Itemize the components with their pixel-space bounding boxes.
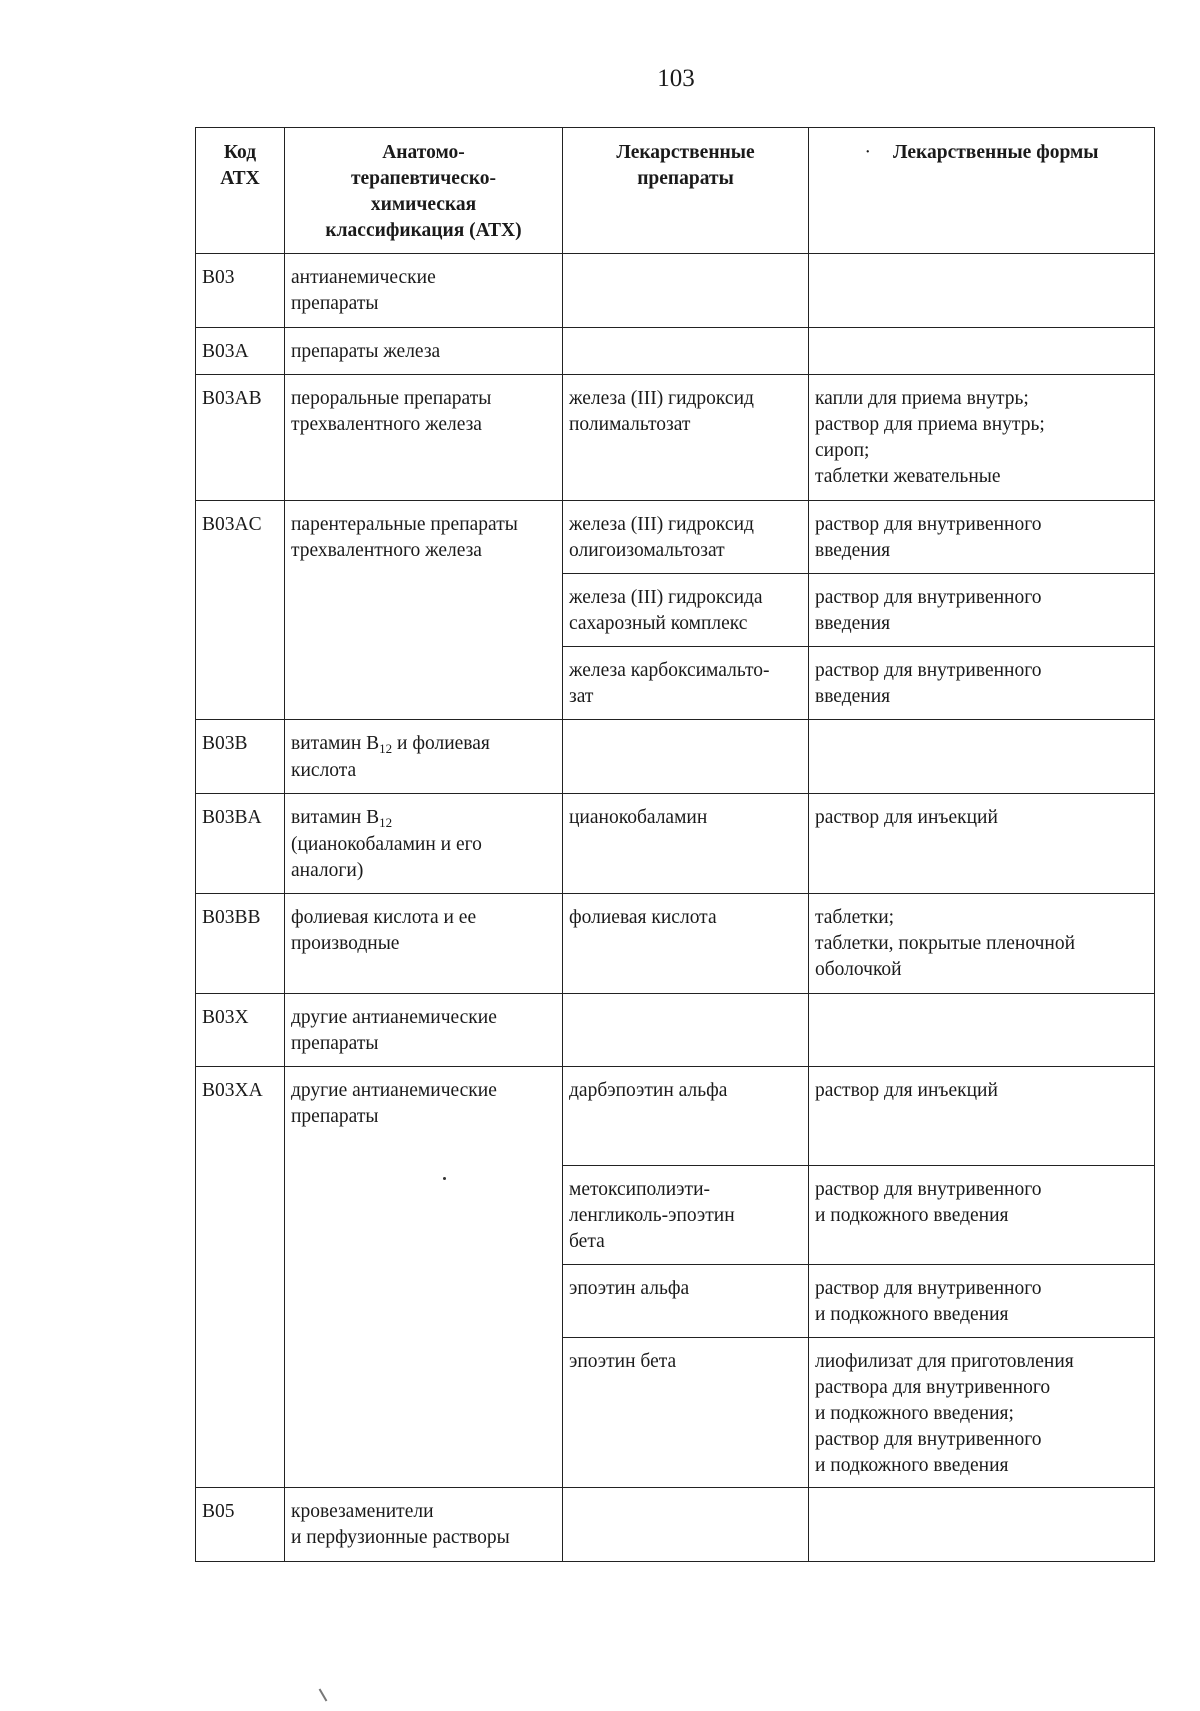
code-cell: B03AB [196, 375, 285, 501]
classification-cell: препараты железа [285, 328, 563, 375]
classification-cell: кровезаменители и перфузионные растворы [285, 1488, 563, 1562]
table-row [196, 794, 1155, 894]
classification-text: и фолиевая кислота [291, 733, 490, 781]
atx-table [195, 127, 1155, 1562]
drug-cell: железа карбоксимальто- зат [563, 647, 809, 720]
classification-cell: фолиевая кислота и ее производные [285, 894, 563, 994]
classification-cell: другие антианемические препараты [285, 1067, 563, 1488]
page-number: 103 [657, 65, 695, 92]
table-row [196, 1067, 1155, 1166]
table-row [196, 1488, 1155, 1562]
forms-cell: раствор для внутривенного и подкожного введения [809, 1265, 1155, 1338]
drug-cell [563, 994, 809, 1067]
table-row [196, 894, 1155, 994]
classification-cell: другие антианемические препараты [285, 994, 563, 1067]
table-row [196, 994, 1155, 1067]
table-row [196, 501, 1155, 574]
header-classification: Анатомо- терапевтическо- химическая классификация (АТХ) [285, 128, 563, 254]
forms-cell: раствор для внутривенного и подкожного введения [809, 1166, 1155, 1265]
forms-cell: раствор для внутривенного введения [809, 647, 1155, 720]
subscript-12: 12 [379, 741, 393, 756]
classification-cell: антианемические препараты [285, 254, 563, 328]
classification-text: витамин B [291, 733, 380, 754]
drug-cell [563, 254, 809, 328]
code-cell: B03 [196, 254, 285, 328]
drug-cell [563, 328, 809, 375]
drug-cell: цианокобаламин [563, 794, 809, 894]
classification-cell [285, 794, 563, 894]
forms-cell [809, 328, 1155, 375]
table-row [196, 254, 1155, 328]
code-cell: B03A [196, 328, 285, 375]
classification-cell: парентеральные препараты трехвалентного железа [285, 501, 563, 720]
drug-cell [563, 720, 809, 794]
forms-cell: раствор для инъекций [809, 1067, 1155, 1166]
drug-cell: железа (III) гидроксид полимальтозат [563, 375, 809, 501]
code-cell: B03X [196, 994, 285, 1067]
header-forms [809, 128, 1155, 254]
header-drugs: Лекарственные препараты [563, 128, 809, 254]
forms-cell: раствор для внутривенного введения [809, 501, 1155, 574]
code-cell: B05 [196, 1488, 285, 1562]
drug-cell: эпоэтин бета [563, 1338, 809, 1488]
classification-cell: пероральные препараты трехвалентного железа [285, 375, 563, 501]
forms-cell [809, 254, 1155, 328]
forms-cell: раствор для инъекций [809, 794, 1155, 894]
header-bullet: · [864, 142, 871, 163]
subscript-12: 12 [379, 815, 393, 830]
code-cell: B03AC [196, 501, 285, 720]
drug-cell: эпоэтин альфа [563, 1265, 809, 1338]
header-forms-label: Лекарственные формы [892, 142, 1099, 163]
drug-cell: железа (III) гидроксида сахарозный комплекс [563, 574, 809, 647]
drug-cell: железа (III) гидроксид олигоизомальтозат [563, 501, 809, 574]
scan-speck [443, 1177, 446, 1180]
drug-cell: фолиевая кислота [563, 894, 809, 994]
drug-cell: дарбэпоэтин альфа [563, 1067, 809, 1166]
table-row [196, 720, 1155, 794]
code-cell: B03BA [196, 794, 285, 894]
drug-cell: метоксиполиэти- ленгликоль-эпоэтин бета [563, 1166, 809, 1265]
classification-cell [285, 720, 563, 794]
drug-cell [563, 1488, 809, 1562]
classification-text: витамин B [291, 807, 380, 828]
classification-text: (цианокобаламин и его аналоги) [291, 834, 482, 881]
code-cell: B03B [196, 720, 285, 794]
table-row [196, 375, 1155, 501]
forms-cell [809, 994, 1155, 1067]
header-row [196, 128, 1155, 254]
code-cell: B03XA [196, 1067, 285, 1488]
table-row [196, 328, 1155, 375]
forms-cell [809, 1488, 1155, 1562]
scan-mark [319, 1688, 328, 1701]
code-cell: B03BB [196, 894, 285, 994]
forms-cell: раствор для внутривенного введения [809, 574, 1155, 647]
header-code: Код АТХ [196, 128, 285, 254]
forms-cell: таблетки; таблетки, покрытые пленочной оболочкой [809, 894, 1155, 994]
forms-cell [809, 720, 1155, 794]
forms-cell: лиофилизат для приготовления раствора для внутривенного и подкожного введения; раствор для внутривенного и подкожного введения [809, 1338, 1155, 1488]
forms-cell: капли для приема внутрь; раствор для приема внутрь; сироп; таблетки жевательные [809, 375, 1155, 501]
